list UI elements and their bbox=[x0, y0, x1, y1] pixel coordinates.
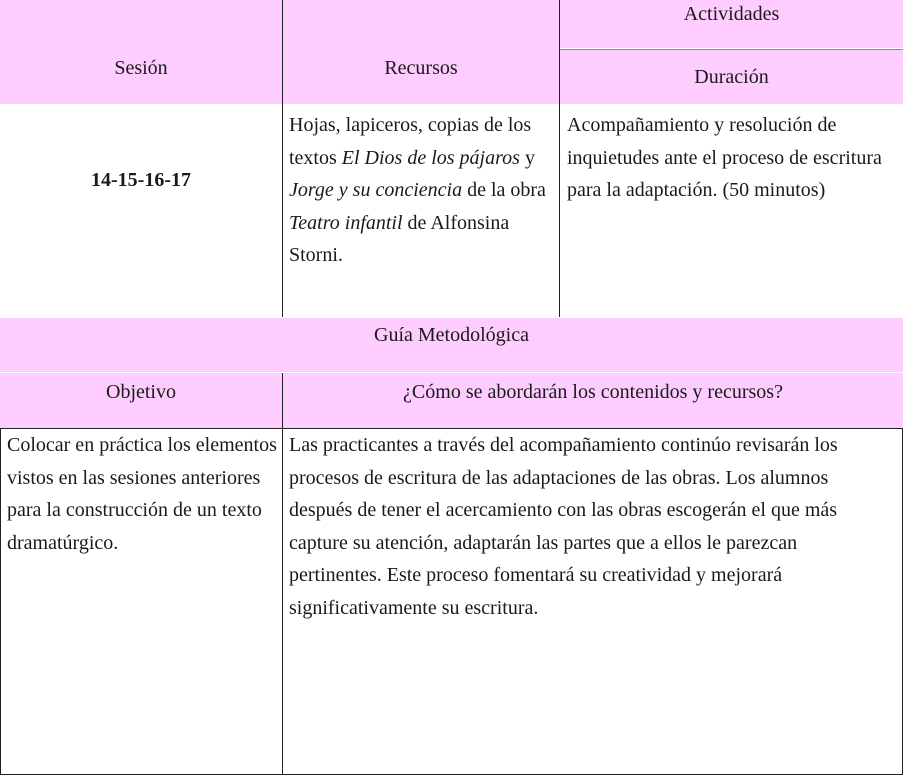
header-duracion-label: Duración bbox=[694, 65, 769, 88]
header-actividades-label: Actividades bbox=[683, 3, 780, 25]
grid-line-v-2 bbox=[559, 0, 560, 317]
guia-objetivo-cell bbox=[0, 429, 282, 775]
recursos-text-1: Hojas, lapiceros, copias de los textos bbox=[289, 114, 532, 169]
recursos-text-3: de la obra bbox=[462, 179, 546, 201]
actividades-text: Acompañamiento y resolución de inquietudes ante el proceso de escritura para la adaptación. (50 minutos) bbox=[567, 114, 882, 201]
recursos-title-2: Jorge y su conciencia bbox=[289, 179, 463, 201]
recursos-title-3: Teatro infantil bbox=[289, 211, 403, 234]
grid-line-h-actividades bbox=[560, 49, 903, 50]
recursos-text-4: de Alfonsina Storni. bbox=[289, 211, 510, 266]
session-actividades-cell bbox=[560, 109, 903, 317]
guia-objetivo-label-cell bbox=[0, 373, 282, 428]
grid-line-v-left bbox=[0, 428, 1, 775]
guia-objetivo-text: Colocar en práctica los elementos vistos en las sesiones anteriores para la construcción de un texto dramatúrgico. bbox=[7, 434, 277, 554]
guia-como-label: ¿Cómo se abordarán los contenidos y recursos? bbox=[403, 381, 783, 403]
header-sesion-label-wrap bbox=[0, 50, 282, 86]
recursos-title-1: El Dios de los pájaros bbox=[341, 146, 520, 169]
guia-title-cell bbox=[0, 318, 903, 372]
header-recursos-label: Recursos bbox=[384, 56, 458, 79]
guia-objetivo-label: Objetivo bbox=[106, 381, 176, 403]
header-recursos-label-wrap bbox=[282, 50, 560, 86]
header-sesion-label: Sesión bbox=[114, 56, 168, 79]
session-number: 14-15-16-17 bbox=[91, 168, 191, 191]
session-recursos-cell bbox=[282, 109, 560, 317]
guia-como-text: Las practicantes a través del acompañamiento continúo revisarán los procesos de escritura de las adaptaciones de las obras. Los alumnos después de tener el acercamiento con las obras escogerán el que más capture su atención, adaptarán las partes que a ellos le parezcan pertinentes. Este proceso fomentará su creatividad y mejorará significativamente su escritura. bbox=[289, 434, 838, 619]
grid-line-v-3 bbox=[282, 373, 283, 775]
header-duracion-cell bbox=[560, 50, 903, 104]
guia-title: Guía Metodológica bbox=[374, 324, 529, 346]
header-actividades-cell bbox=[560, 0, 903, 48]
grid-line-v-1 bbox=[282, 0, 283, 317]
session-number-cell bbox=[0, 162, 282, 198]
guia-como-cell bbox=[283, 429, 903, 775]
grid-line-h-guia-content bbox=[0, 428, 903, 429]
guia-como-label-cell bbox=[283, 373, 903, 428]
recursos-text-2: y bbox=[519, 146, 535, 169]
